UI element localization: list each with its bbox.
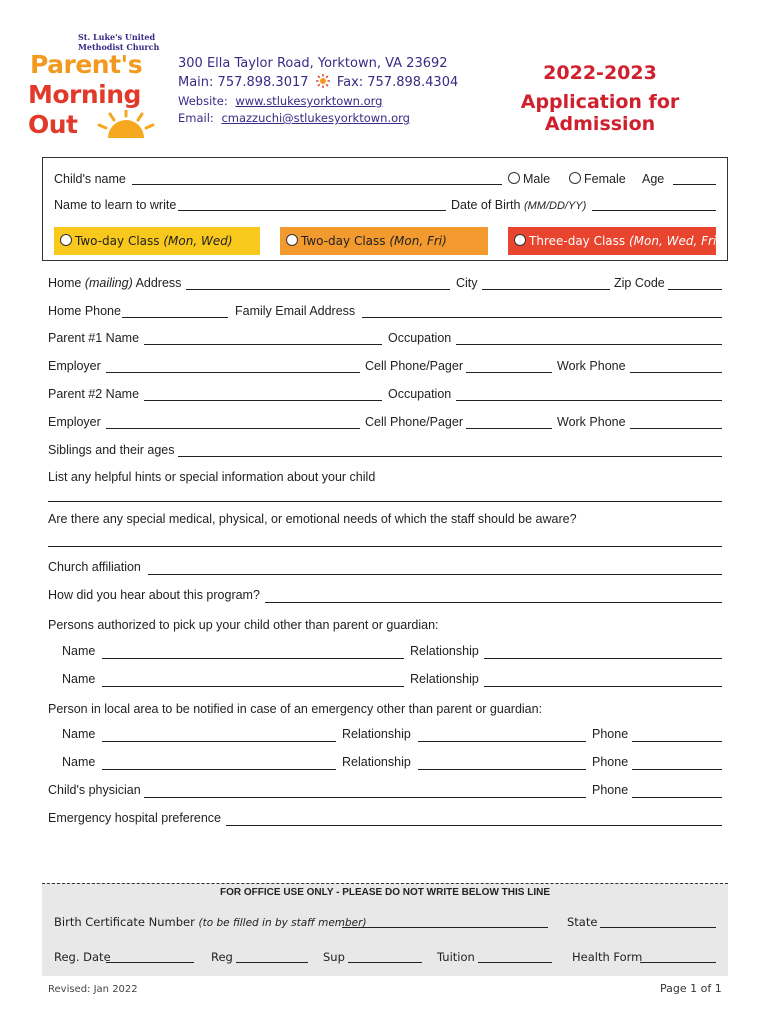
state-label: State xyxy=(567,915,598,929)
pickup1-name-field[interactable] xyxy=(102,658,404,659)
birth-cert-label xyxy=(54,915,367,929)
form-year: 2022-2023 xyxy=(543,62,657,84)
home-phone-field[interactable] xyxy=(122,317,228,318)
parent1-name-field[interactable] xyxy=(144,344,382,345)
class-option-mon-wed-fri[interactable] xyxy=(508,227,721,255)
emergency1-relationship-field[interactable] xyxy=(418,741,586,742)
parent1-work-phone-label: Work Phone xyxy=(557,359,626,373)
parent2-cell-label: Cell Phone/Pager xyxy=(365,415,463,429)
header-address: 300 Ella Taylor Road, Yorktown, VA 23692 xyxy=(178,56,448,71)
sup-field[interactable] xyxy=(348,962,422,963)
logo-word-morning: Morning xyxy=(28,80,141,109)
class-radio-mon-wed[interactable] xyxy=(60,234,72,246)
header-email-row xyxy=(178,111,410,125)
class-label-mon-wed: Two-day Class xyxy=(75,234,160,248)
class-days-mon-fri: (Mon, Fri) xyxy=(389,234,447,248)
parent2-employer-label: Employer xyxy=(48,415,101,429)
dob-label: Date of Birth xyxy=(451,198,521,212)
female-option[interactable] xyxy=(569,172,626,186)
parent1-work-phone-field[interactable] xyxy=(630,372,722,373)
parent1-occupation-label: Occupation xyxy=(388,331,452,345)
class-option-mon-fri[interactable] xyxy=(280,227,488,255)
hospital-field[interactable] xyxy=(226,825,722,826)
state-field[interactable] xyxy=(600,927,716,928)
reg-field[interactable] xyxy=(236,962,308,963)
birth-cert-note: (to be filled in by staff member) xyxy=(198,917,367,929)
class-days-mon-wed: (Mon, Wed) xyxy=(163,234,233,248)
birth-cert-text: Birth Certificate Number xyxy=(54,915,195,929)
pickup2-relationship-field[interactable] xyxy=(484,686,722,687)
medical-label: Are there any special medical, physical, or emotional needs of which the staff should be aware? xyxy=(48,512,577,526)
pickup2-relationship-label: Relationship xyxy=(410,672,479,686)
parent1-cell-field[interactable] xyxy=(466,372,552,373)
home-address-label-a: Home xyxy=(48,276,82,290)
siblings-field[interactable] xyxy=(178,456,722,457)
form-title: Application for Admission xyxy=(520,91,680,135)
health-form-label: Health Form xyxy=(572,950,643,964)
sup-label: Sup xyxy=(323,950,345,964)
physician-label: Child's physician xyxy=(48,783,141,797)
class-days-mon-wed-fri: (Mon, Wed, Fri) xyxy=(629,234,721,248)
medical-field[interactable] xyxy=(48,546,722,547)
emergency2-phone-label: Phone xyxy=(592,755,629,769)
tuition-label: Tuition xyxy=(437,950,475,964)
parent2-work-phone-label: Work Phone xyxy=(557,415,626,429)
office-heading: FOR OFFICE USE ONLY - PLEASE DO NOT WRITE BELOW THIS LINE xyxy=(219,887,550,898)
emergency1-phone-label: Phone xyxy=(592,727,629,741)
website-link[interactable]: www.stlukesyorktown.org xyxy=(235,94,383,108)
dob-label-row xyxy=(451,198,586,212)
reg-date-field[interactable] xyxy=(106,962,194,963)
female-label: Female xyxy=(584,172,626,186)
pickup1-relationship-field[interactable] xyxy=(484,658,722,659)
family-email-label: Family Email Address xyxy=(235,304,356,318)
physician-phone-field[interactable] xyxy=(632,797,722,798)
emergency2-relationship-label: Relationship xyxy=(342,755,411,769)
class-label-mon-fri: Two-day Class xyxy=(301,234,386,248)
emergency1-phone-field[interactable] xyxy=(632,741,722,742)
pickup-label: Persons authorized to pick up your child other than parent or guardian: xyxy=(48,618,439,632)
parent2-name-label: Parent #2 Name xyxy=(48,387,140,401)
parent1-occupation-field[interactable] xyxy=(456,344,722,345)
logo-word-parents: Parent's xyxy=(30,50,143,79)
page-number: Page 1 of 1 xyxy=(660,982,722,995)
class-label-mon-wed-fri: Three-day Class xyxy=(529,234,626,248)
pickup2-name-field[interactable] xyxy=(102,686,404,687)
emergency-label: Person in local area to be notified in case of an emergency other than parent or guardian: xyxy=(48,702,543,716)
home-address-label xyxy=(48,276,181,290)
revised-date: Revised: Jan 2022 xyxy=(48,984,138,995)
header-phone-row xyxy=(178,74,458,90)
pickup2-name-label: Name xyxy=(62,672,96,686)
hints-label: List any helpful hints or special information about your child xyxy=(48,470,376,484)
logo-church-line2: Methodist Church xyxy=(78,42,160,52)
header-website-row xyxy=(178,94,382,108)
dob-format: (MM/DD/YY) xyxy=(523,200,587,212)
parent1-name-label: Parent #1 Name xyxy=(48,331,140,345)
parent2-name-field[interactable] xyxy=(144,400,382,401)
hints-field[interactable] xyxy=(48,501,722,502)
website-label: Website: xyxy=(178,94,228,108)
zip-label: Zip Code xyxy=(614,276,665,290)
city-label: City xyxy=(456,276,478,290)
class-option-mon-wed[interactable] xyxy=(54,227,260,255)
home-address-field[interactable] xyxy=(186,289,450,290)
parent1-employer-field[interactable] xyxy=(106,372,360,373)
email-link[interactable]: cmazzuchi@stlukesyorktown.org xyxy=(221,111,410,125)
email-label: Email: xyxy=(178,111,214,125)
pickup1-relationship-label: Relationship xyxy=(410,644,479,658)
home-address-label-b: (mailing) xyxy=(84,276,133,290)
church-field[interactable] xyxy=(148,574,722,575)
zip-field[interactable] xyxy=(668,289,722,290)
male-radio[interactable] xyxy=(508,172,520,184)
emergency1-relationship-label: Relationship xyxy=(342,727,411,741)
pickup1-name-label: Name xyxy=(62,644,96,658)
emergency1-name-label: Name xyxy=(62,727,96,741)
emergency2-name-label: Name xyxy=(62,755,96,769)
logo xyxy=(28,30,168,142)
parent2-cell-field[interactable] xyxy=(466,428,552,429)
female-radio[interactable] xyxy=(569,172,581,184)
church-label: Church affiliation xyxy=(48,560,141,574)
logo-church-line1: St. Luke's United xyxy=(78,32,156,42)
health-form-field[interactable] xyxy=(640,962,716,963)
parent2-work-phone-field[interactable] xyxy=(630,428,722,429)
parent2-occupation-field[interactable] xyxy=(456,400,722,401)
hear-label: How did you hear about this program? xyxy=(48,588,260,602)
reg-label: Reg xyxy=(211,950,233,964)
learn-name-field[interactable] xyxy=(178,210,446,211)
physician-phone-label: Phone xyxy=(592,783,629,797)
emergency2-name-field[interactable] xyxy=(102,769,336,770)
hear-field[interactable] xyxy=(265,602,722,603)
parent2-employer-field[interactable] xyxy=(106,428,360,429)
tuition-field[interactable] xyxy=(478,962,552,963)
class-radio-mon-wed-fri[interactable] xyxy=(514,234,526,246)
fax: Fax: 757.898.4304 xyxy=(336,75,459,90)
emergency1-name-field[interactable] xyxy=(102,741,336,742)
physician-field[interactable] xyxy=(144,797,586,798)
parent1-cell-label: Cell Phone/Pager xyxy=(365,359,463,373)
age-field[interactable] xyxy=(673,184,716,185)
main-phone: Main: 757.898.3017 xyxy=(178,75,309,90)
family-email-field[interactable] xyxy=(362,317,722,318)
child-name-label: Child's name xyxy=(54,172,126,186)
child-name-field[interactable] xyxy=(132,184,502,185)
city-field[interactable] xyxy=(482,289,610,290)
logo-word-out: Out xyxy=(28,110,78,139)
emergency2-relationship-field[interactable] xyxy=(418,769,586,770)
home-phone-label: Home Phone xyxy=(48,304,121,318)
male-option[interactable] xyxy=(508,172,550,186)
home-address-label-c: Address xyxy=(135,276,182,290)
siblings-label: Siblings and their ages xyxy=(48,443,175,457)
class-radio-mon-fri[interactable] xyxy=(286,234,298,246)
birth-cert-field[interactable] xyxy=(342,927,548,928)
male-label: Male xyxy=(523,172,551,186)
hospital-label: Emergency hospital preference xyxy=(48,811,222,825)
parent2-occupation-label: Occupation xyxy=(388,387,452,401)
learn-name-label: Name to learn to write xyxy=(54,198,177,212)
emergency2-phone-field[interactable] xyxy=(632,769,722,770)
dob-field[interactable] xyxy=(592,210,716,211)
sun-icon xyxy=(96,110,156,140)
parent1-employer-label: Employer xyxy=(48,359,101,373)
age-label: Age xyxy=(642,172,665,186)
reg-date-label: Reg. Date xyxy=(54,950,111,964)
sun-separator-icon xyxy=(316,74,330,88)
